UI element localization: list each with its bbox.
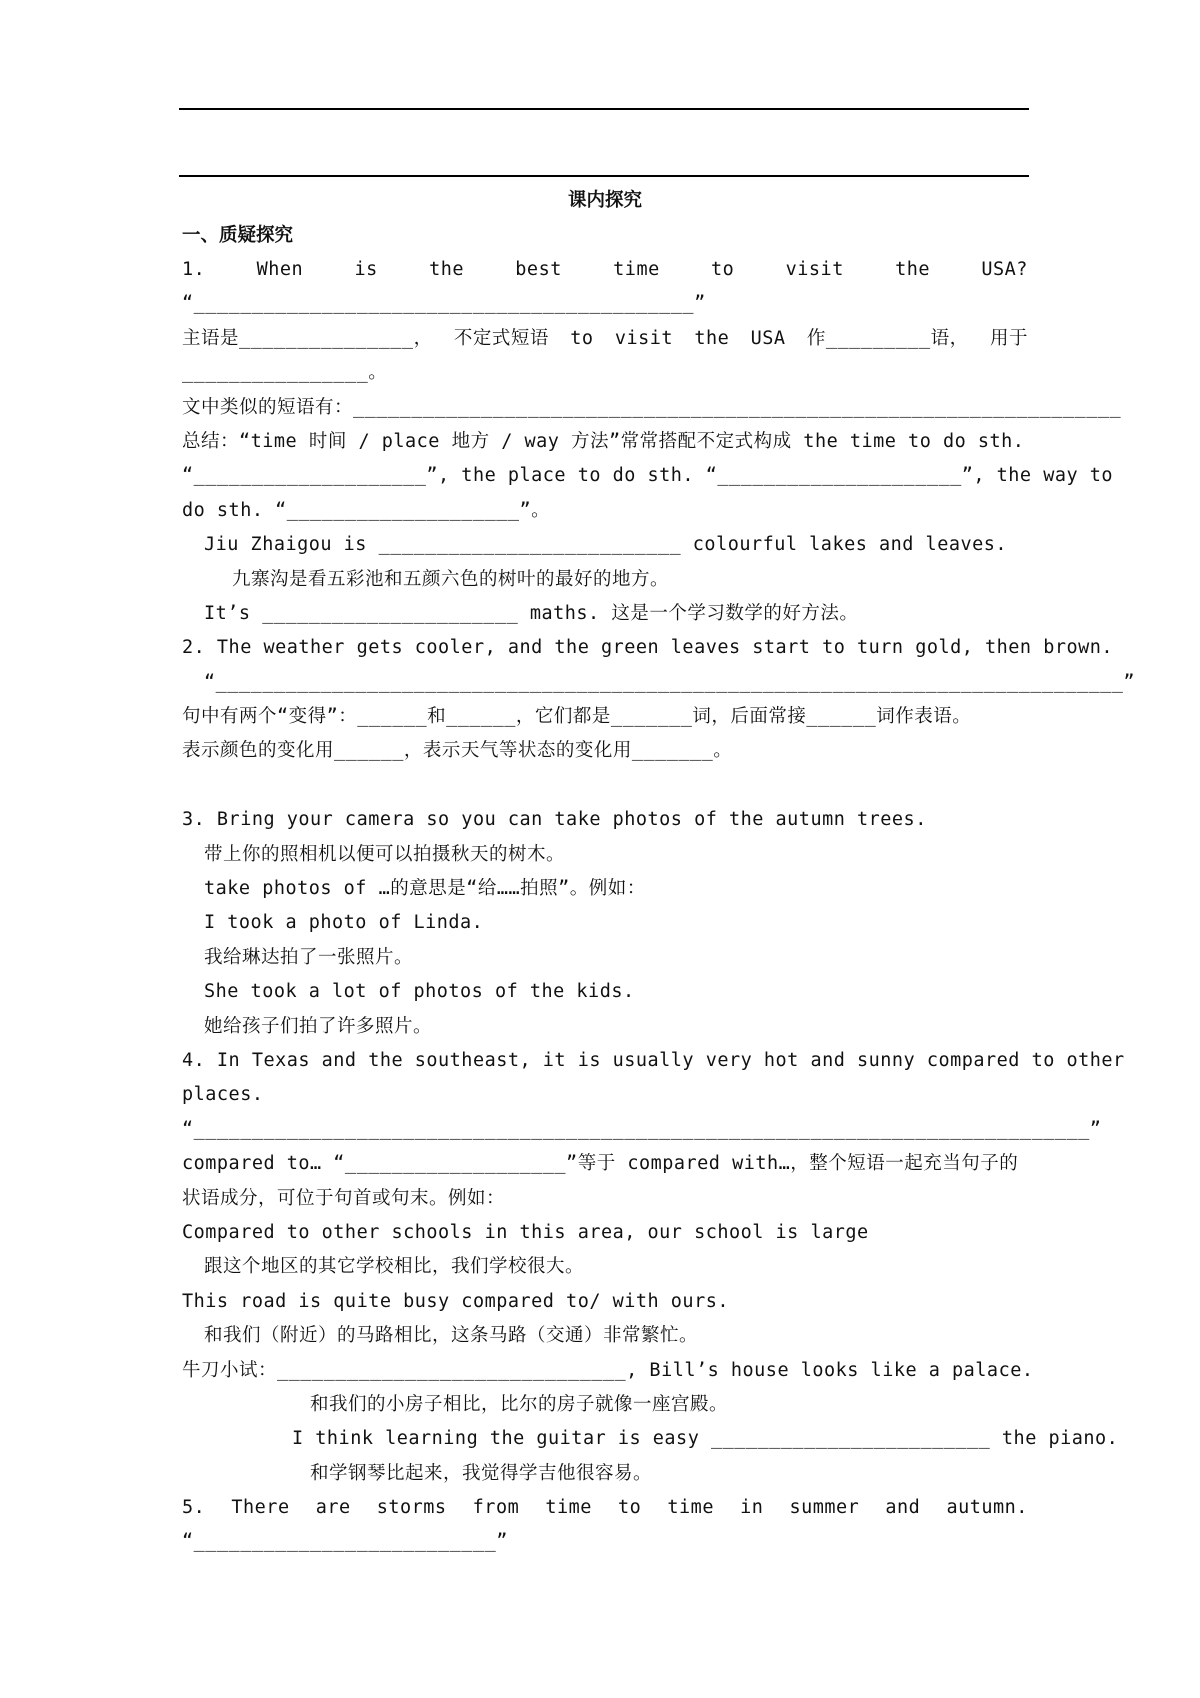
q4-practice2-translation: 和学钢琴比起来，我觉得学吉他很容易。 [310,1462,653,1484]
q4-practice1: 牛刀小试：______________________________, Bill’s house looks like a palace. [182,1359,1034,1381]
q4-sentence-line1: 4. In Texas and the southeast, it is usually very hot and sunny compared to other [182,1049,1125,1071]
q4-translation-blank: “_____________________________________________________________________________” [182,1118,1102,1140]
q1-summary-line2: “____________________”, the place to do sth. “_____________________”, the way to [182,465,1114,487]
section-heading: 一、质疑探究 [182,225,294,246]
spacer [182,769,1028,803]
q1-sentence: 1. When is the best time to visit the USA? [182,259,1028,280]
q3-example2-translation: 她给孩子们拍了许多照片。 [204,1015,433,1037]
answer-line-rule [179,175,1029,177]
q5-sentence: 5. There are storms from time to time in summer and autumn. [182,1497,1028,1519]
q1-usage-blank: ________________。 [182,362,388,384]
q1-example2: It’s ______________________ maths. 这是一个学习数学的好方法。 [204,602,859,624]
q1-example1: Jiu Zhaigou is __________________________ colourful lakes and leaves. [204,534,1008,556]
q2-sentence: 2. The weather gets cooler, and the green leaves start to turn gold, then brown. [182,637,1114,659]
q3-sentence: 3. Bring your camera so you can take photos of the autumn trees. [182,809,927,831]
q4-practice1-translation: 和我们的小房子相比，比尔的房子就像一座宫殿。 [310,1393,729,1415]
q4-example1-translation: 跟这个地区的其它学校相比，我们学校很大。 [204,1256,585,1278]
q4-note2: 状语成分，可位于句首或句末。例如： [182,1187,506,1209]
q4-sentence-line2: places. [182,1084,264,1106]
q3-example1: I took a photo of Linda. [204,912,484,934]
q4-example1: Compared to other schools in this area, our school is large [182,1221,869,1243]
practice-label: 牛刀小试： [182,1359,278,1381]
worksheet [182,183,1136,1560]
q5-translation-blank: “__________________________” [182,1531,508,1553]
page-title: 课内探究 [567,190,642,211]
q3-example2: She took a lot of photos of the kids. [204,981,635,1003]
q3-translation: 带上你的照相机以便可以拍摄秋天的树木。 [204,843,566,865]
q4-example2-translation: 和我们（附近）的马路相比，这条马路（交通）非常繁忙。 [204,1325,699,1347]
q1-grammar-note: 主语是_______________， 不定式短语 to visit the USA 作_________语， 用于 [182,327,1028,349]
q4-example2: This road is quite busy compared to/ with ours. [182,1290,729,1312]
q1-translation-blank: “___________________________________________” [182,293,706,315]
q4-note1: compared to… “___________________”等于 compared with…，整个短语一起充当句子的 [182,1153,1019,1175]
q2-translation-blank: “______________________________________________________________________________” [204,671,1136,693]
q4-practice2: I think learning the guitar is easy ________________________ the piano. [292,1428,1119,1450]
q1-similar-phrases: 文中类似的短语有：__________________________________________________________________ [182,396,1122,418]
q1-summary-line1: 总结：“time 时间 / place 地方 / way 方法”常常搭配不定式构成 the time to do sth. [182,430,1025,452]
header-rule [179,108,1029,110]
q3-note: take photos of …的意思是“给……拍照”。例如： [204,878,646,900]
q3-example1-translation: 我给琳达拍了一张照片。 [204,946,414,968]
q2-note1: 句中有两个“变得”：______和______，它们都是_______词，后面常接______词作表语。 [182,706,972,728]
q1-example1-translation: 九寨沟是看五彩池和五颜六色的树叶的最好的地方。 [232,568,670,590]
q1-summary-line3: do sth. “____________________”。 [182,499,551,521]
q2-note2: 表示颜色的变化用______，表示天气等状态的变化用_______。 [182,740,733,762]
